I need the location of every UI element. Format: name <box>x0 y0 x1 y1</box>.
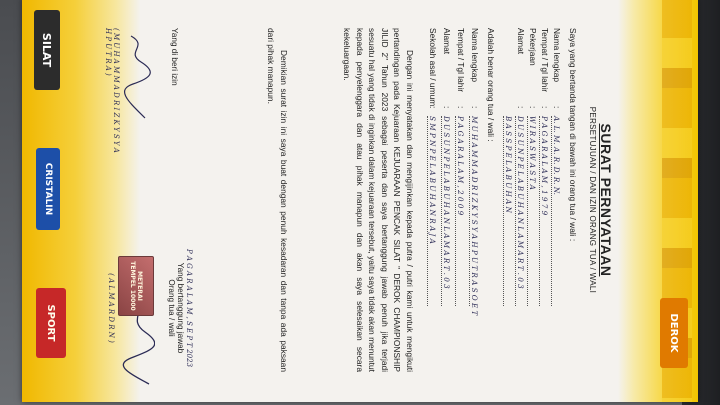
intro-text: Saya yang bertanda tangan di bawah ini orang tua / wali : <box>568 28 578 242</box>
handwritten-value: D U S U N P E L A B U H A N L A M A R T . 0 3 <box>441 116 451 306</box>
field-label: Nama lengkap <box>470 28 480 83</box>
handwritten-value: W I R A S W A S T A <box>527 116 537 306</box>
recipient-signature <box>123 32 153 122</box>
header-logo: DEROK <box>660 298 688 368</box>
header-banner <box>618 0 698 402</box>
field-label: Tempat / Tgl lahir <box>456 28 466 93</box>
closing-paragraph: Demikian surat izin ini saya buat dengan penuh kesadaran dan tanpa ada paksaan dari pihak manapun. <box>266 28 289 372</box>
handwritten-value: D U S U N P E L A B U H A N L A M A R T . 0 3 <box>515 116 525 306</box>
date-line: P A G A R A L A M , S E P T 2023 <box>185 248 193 368</box>
handwritten-value: B A S S P E L A B U H A N <box>503 116 513 306</box>
parent-field-job: Pekerjaan:W I R A S W A S T A <box>527 28 538 306</box>
parent-field-name: Nama lengkap:A. L. M. A. R. D. R. N. <box>551 28 562 306</box>
document-title: SURAT PERNYATAAN <box>598 123 614 277</box>
parent-field-address: Alamat:D U S U N P E L A B U H A N L A M A R T . 0 3 <box>515 28 526 306</box>
revenue-stamp: METERAI TEMPEL 10000 <box>118 256 154 316</box>
field-label: Alamat <box>442 28 452 55</box>
recipient-label: Yang di beri izin <box>170 28 179 86</box>
statement-letter <box>22 0 698 402</box>
recipient-signature-block <box>104 28 193 158</box>
parent-field-birth: Tempat / Tgl lahir:P A G A R A L A M , 1 9 7 9 <box>539 28 550 306</box>
cristalin-logo: CRISTALIN <box>36 148 60 230</box>
child-field-address: Alamat:D U S U N P E L A B U H A N L A M A R T . 0 3 <box>441 28 452 306</box>
child-field-school: Sekolah asal / umum:S M P N P E L A B U H A N R A J A <box>427 28 438 306</box>
handwritten-value: S M P N P E L A B U H A N R A J A <box>427 116 437 306</box>
field-label: Sekolah asal / umum <box>428 28 438 107</box>
responsible-label: Yang bertanggung jawab <box>176 262 185 354</box>
sport-logo: SPORT <box>36 288 66 358</box>
guardian-name: ( A L M A R D R N ) <box>107 273 115 343</box>
field-label: Nama lengkap <box>552 28 562 83</box>
parent-address-cont <box>503 28 514 306</box>
child-field-birth: Tempat / Tgl lahir:P A G A R A L A M , 2 0 0 9 <box>455 28 466 306</box>
silat-logo: SILAT <box>34 10 60 90</box>
field-label: Pekerjaan <box>528 28 538 66</box>
field-label: Tempat / Tgl lahir <box>540 28 550 93</box>
child-intro-text: Adalah benar orang tua / wali : <box>486 28 496 142</box>
handwritten-value: M U H A M M A D R I Z K Y S Y A H P U T R A S O E T <box>470 116 479 316</box>
field-label: Alamat <box>516 28 526 55</box>
guardian-label: Orang tua / wali <box>167 279 176 337</box>
handwritten-value: P A G A R A L A M , 2 0 0 9 <box>455 116 465 306</box>
statement-paragraph: Dengan ini menyatakan dan mengijinkan kepada putra / putri kami untuk mengikuti pertandingan pada Kejuaraan KEJUARAAN PENCAK SILAT " DEROK CHAMPIONSHIP JILID 2" Tahun 2023 sebagai peserta dan saya bertanggung jawab penuh jika terjadi sesuatu hal yang tidak di inginkan dalam kejuaraan tersebut, yaitu saya tidak akan menuntut kepada penyelenggara dan atau pihak manapun dan akan saya selesaikan secara kekeluargaan. <box>342 28 415 372</box>
handwritten-value: A. L. M. A. R. D. R. N. <box>551 116 561 306</box>
recipient-name: ( M U H A M M A D R I Z K Y S Y A H P U T R A ) <box>104 28 120 153</box>
document-subtitle: PERSETUJUAN / DAN IZIN ORANG TUA / WALI <box>588 106 597 294</box>
handwritten-value: P A G A R A L A M , 1 9 7 9 <box>539 116 549 306</box>
child-field-name: Nama lengkap:M U H A M M A D R I Z K Y S Y A H P U T R A S O E T <box>470 28 480 316</box>
